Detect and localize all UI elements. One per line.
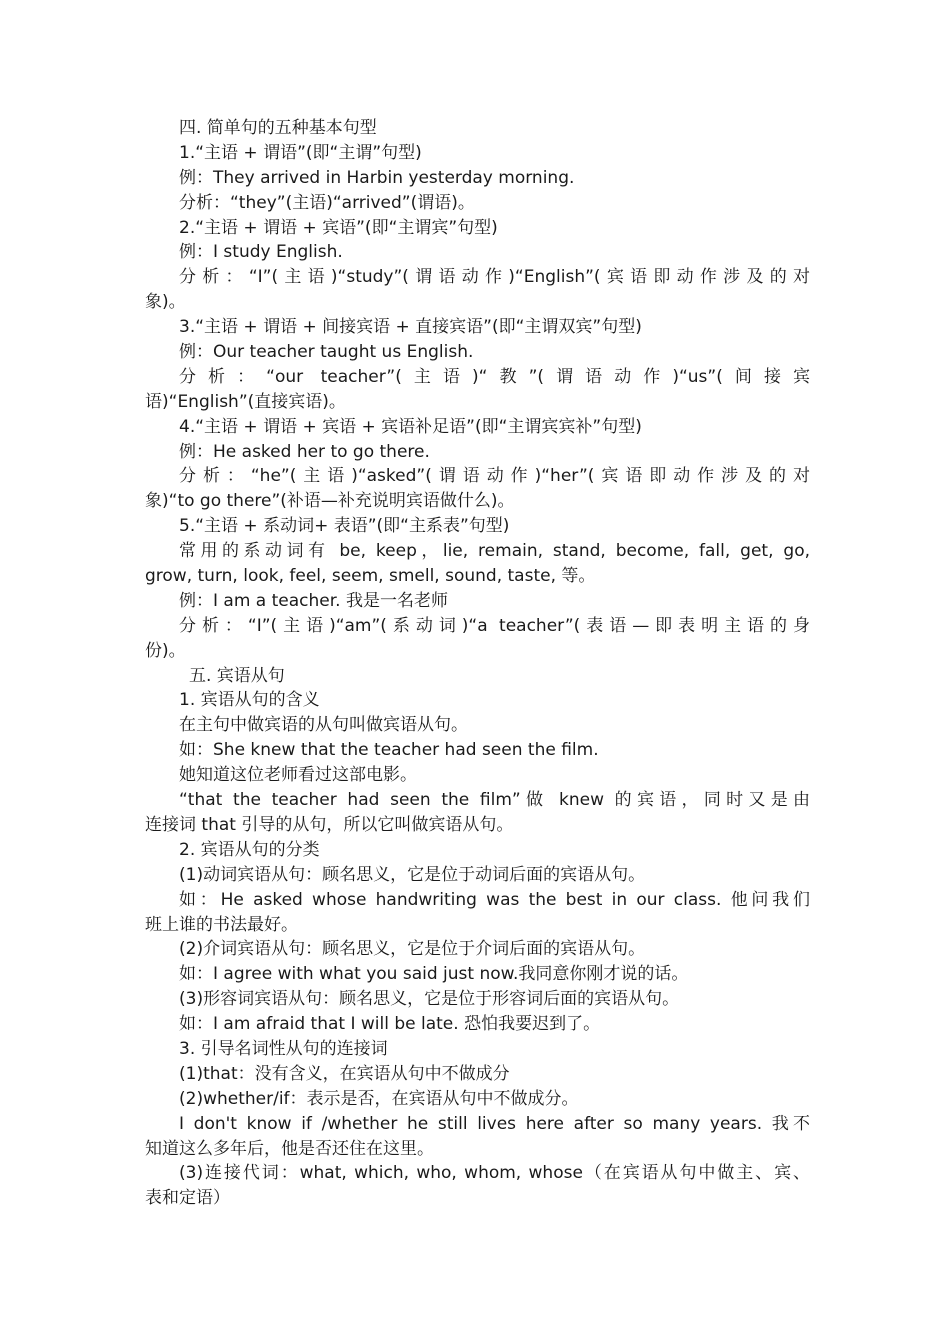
example-line: 如：I agree with what you said just now.我同意你刚才说的话。 [179,964,689,985]
analysis-line-continued: 象)“to go there”(补语—补充说明宾语做什么)。 [145,491,515,512]
analysis-line: 分析：“I”(主语)“study”(谓语动作)“English”(宾语即动作涉及的对 [179,267,810,288]
example-line-continued: 班上谁的书法最好。 [145,914,298,935]
example-line: 例：I am a teacher. 我是一名老师 [179,590,448,611]
example-line-continued: 知道这么多年后，他是否还住在这里。 [145,1138,434,1159]
analysis-line: 分析：“I”(主语)“am”(系动词)“a teacher”(表语—即表明主语的身 [179,615,810,636]
analysis-line: 分析：“they”(主语)“arrived”(谓语)。 [179,192,475,213]
pattern-heading-2: 2.“主语 + 谓语 + 宾语”(即“主谓宾”句型) [179,217,498,238]
example-line: 如：He asked whose handwriting was the best in our class. 他问我们 [179,889,810,910]
adjective-object-clause-line: (3)形容词宾语从句：顾名思义，它是位于形容词后面的宾语从句。 [179,989,680,1010]
analysis-line-continued: 语)“English”(直接宾语)。 [145,391,346,412]
verb-object-clause-line: (1)动词宾语从句：顾名思义，它是位于动词后面的宾语从句。 [179,864,646,885]
section-heading-simple-sentences: 四. 简单句的五种基本句型 [179,118,377,138]
example-line: 如：I am afraid that I will be late. 恐怕我要迟到了。 [179,1014,601,1035]
connective-whether-if-line: (2)whether/if：表示是否，在宾语从句中不做成分。 [179,1088,579,1109]
translation-line: 她知道这位老师看过这部电影。 [179,765,417,786]
analysis-line-continued: 份)。 [145,640,186,661]
pattern-heading-4: 4.“主语 + 谓语 + 宾语 + 宾语补足语”(即“主谓宾宾补”句型) [179,416,642,437]
explanation-line-continued: 连接词 that 引导的从句，所以它叫做宾语从句。 [145,814,514,835]
pattern-heading-3: 3.“主语 + 谓语 + 间接宾语 + 直接宾语”(即“主谓双宾”句型) [179,317,642,338]
example-line: 例：I study English. [179,242,343,263]
example-line: 例：They arrived in Harbin yesterday morning. [179,167,575,188]
subheading-connectives: 3. 引导名词性从句的连接词 [179,1038,388,1059]
document-body [145,116,810,1211]
connective-that-line: (1)that：没有含义，在宾语从句中不做成分 [179,1063,510,1084]
example-line: 如：She knew that the teacher had seen the film. [179,740,599,761]
linking-verbs-line-continued: grow, turn, look, feel, seem, smell, sound, taste, 等。 [145,566,596,587]
explanation-line: “that the teacher had seen the film”做 knew 的宾语，同时又是由 [179,790,810,811]
analysis-line: 分析：“he”(主语)“asked”(谓语动作)“her”(宾语即动作涉及的对 [179,466,810,487]
definition-line: 在主句中做宾语的从句叫做宾语从句。 [179,715,468,736]
pattern-heading-5: 5.“主语 + 系动词+ 表语”(即“主系表”句型) [179,516,510,537]
analysis-line-continued: 象)。 [145,292,186,313]
analysis-line: 分析：“our teacher”(主语)“教”(谓语动作)“us”(间接宾 [179,366,810,387]
section-heading-object-clauses: 五. 宾语从句 [189,665,285,686]
connective-pronouns-line: (3)连接代词：what, which, who, whom, whose（在宾语从句中做主、宾、 [179,1163,810,1184]
subheading-classification: 2. 宾语从句的分类 [179,839,320,860]
example-line: I don't know if /whether he still lives here after so many years. 我不 [179,1113,810,1134]
example-line: 例：He asked her to go there. [179,441,430,462]
pattern-heading-1: 1.“主语 + 谓语”(即“主谓”句型) [179,142,422,163]
example-line: 例：Our teacher taught us English. [179,342,474,363]
subheading-definition: 1. 宾语从句的含义 [179,690,320,711]
connective-pronouns-line-continued: 表和定语） [145,1188,230,1209]
preposition-object-clause-line: (2)介词宾语从句：顾名思义，它是位于介词后面的宾语从句。 [179,939,646,960]
linking-verbs-line: 常用的系动词有 be, keep，lie, remain, stand, become, fall, get, go, [179,541,810,562]
